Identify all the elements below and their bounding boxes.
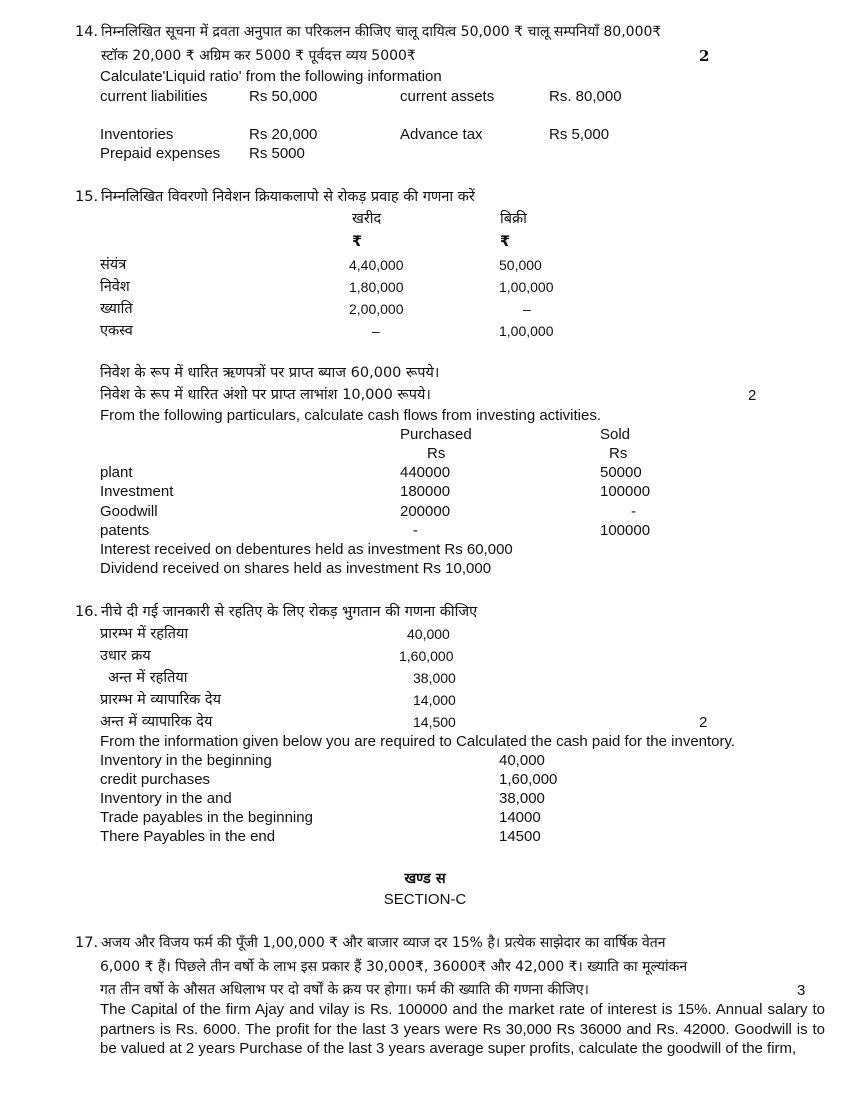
q16-en-row-value: 40,000 xyxy=(499,752,545,769)
q15-en-row-label: Goodwill xyxy=(100,503,158,520)
q15-hindi-note-1: निवेश के रूप में धारित ऋणपत्रों पर प्राप्त ब्याज 60,000 रूपये। xyxy=(100,365,440,381)
q15-hi-currency-purchased: ₹ xyxy=(352,234,363,250)
q14-hindi-line-2: स्टॉक 20,000 ₹ अग्रिम कर 5000 ₹ पूर्वदत्त व्यय 5000₹ xyxy=(101,48,416,64)
q15-english-title: From the following particulars, calculate cash flows from investing activities. xyxy=(100,407,602,424)
q15-english-note-2: Dividend received on shares held as investment Rs 10,000 xyxy=(100,560,492,577)
q16-hi-row-label: प्रारम्भ मे व्यापारिक देय xyxy=(100,692,222,708)
section-heading-hindi: खण्ड स xyxy=(404,871,446,887)
q15-hi-row-label: संयंत्र xyxy=(100,257,127,273)
q15-hi-row-sold: 1,00,000 xyxy=(499,323,554,339)
q15-hi-row-sold: – xyxy=(523,301,531,317)
q16-en-row-label: Trade payables in the beginning xyxy=(100,809,313,826)
q14-number: 14. xyxy=(75,24,99,40)
q14-value-current-liabilities: Rs 50,000 xyxy=(249,88,318,105)
q16-english-title: From the information given below you are required to Calculated the cash paid for the inventory. xyxy=(100,733,736,750)
q16-en-row-value: 38,000 xyxy=(499,790,545,807)
q15-en-row-label: Investment xyxy=(100,483,174,500)
q16-hi-row-value: 14,000 xyxy=(413,692,456,708)
q15-hindi-note-2: निवेश के रूप में धारित अंशो पर प्राप्त लाभांश 10,000 रूपये। xyxy=(100,387,431,403)
q15-hi-row-label: एकस्व xyxy=(100,323,133,339)
q15-number: 15. xyxy=(75,189,99,205)
q15-hi-row-label: ख्याति xyxy=(100,301,133,317)
q16-en-row-label: Inventory in the and xyxy=(100,790,232,807)
q15-hi-row-purchased: – xyxy=(372,323,380,339)
q16-en-row-label: credit purchases xyxy=(100,771,211,788)
q14-label-current-assets: current assets xyxy=(400,88,495,105)
q15-en-unit-sold: Rs xyxy=(609,445,628,462)
q15-en-row-sold: 100000 xyxy=(600,522,651,539)
q14-value-prepaid-expenses: Rs 5000 xyxy=(249,145,305,162)
q17-number: 17. xyxy=(75,935,99,951)
q15-hi-header-purchased: खरीद xyxy=(352,211,382,227)
q14-english-title: Calculate'Liquid ratio' from the following information xyxy=(100,68,442,85)
q15-hi-row-purchased: 4,40,000 xyxy=(349,257,404,273)
q16-en-row-value: 14500 xyxy=(499,828,541,845)
q16-hi-row-value: 14,500 xyxy=(413,714,456,730)
q15-en-row-purchased: - xyxy=(413,522,418,539)
q14-label-inventories: Inventories xyxy=(100,126,174,143)
q14-marks: 2 xyxy=(699,47,710,65)
q17-hindi-line-2: 6,000 ₹ हैं। पिछले तीन वर्षो के लाभ इस प्रकार हैं 30,000₹, 36000₹ और 42,000 ₹। ख्याति का मूल्यांकन xyxy=(100,959,688,975)
q16-hi-row-value: 40,000 xyxy=(407,626,450,642)
q15-hi-header-sold: बिक्री xyxy=(500,211,527,227)
q17-english-text: The Capital of the firm Ajay and vilay is Rs. 100000 and the market rate of interest is 15%. Annual salary to partners is Rs. 6000. The profit for the last 3 years were Rs 30,000 Rs 36000 and Rs. 42000. Goodwill is to be valued at 2 years Purchase of the last 3 years average super profits, calculate the goodwill of the firm, xyxy=(100,1001,825,1057)
q14-value-inventories: Rs 20,000 xyxy=(249,126,318,143)
q15-hi-row-label: निवेश xyxy=(100,279,130,295)
q15-en-row-sold: 100000 xyxy=(600,483,651,500)
section-heading-english: SECTION-C xyxy=(383,891,467,908)
q16-number: 16. xyxy=(75,604,99,620)
q16-en-row-value: 1,60,000 xyxy=(499,771,558,788)
q15-en-row-label: patents xyxy=(100,522,150,539)
q16-hi-row-value: 1,60,000 xyxy=(399,648,454,664)
q16-hi-row-label: प्रारम्भ में रहतिया xyxy=(100,626,189,642)
q16-hi-row-label: अन्त में रहतिया xyxy=(108,670,188,686)
q15-hi-row-purchased: 1,80,000 xyxy=(349,279,404,295)
q16-hi-row-label: अन्त में व्यापारिक देय xyxy=(100,714,213,730)
q16-hindi-title: नीचे दी गई जानकारी से रहतिए के लिए रोकड़ भुगतान की गणना कीजिए xyxy=(101,604,478,620)
q14-label-advance-tax: Advance tax xyxy=(400,126,483,143)
q15-english-note-1: Interest received on debentures held as investment Rs 60,000 xyxy=(100,541,513,558)
q14-value-current-assets: Rs. 80,000 xyxy=(549,88,622,105)
q16-en-row-value: 14000 xyxy=(499,809,541,826)
q14-label-current-liabilities: current liabilities xyxy=(100,88,208,105)
q14-hindi-line-1: निम्नलिखित सूचना में द्रवता अनुपात का परिकलन कीजिए चालू दायित्व 50,000 ₹ चालू सम्पनियाँ 80,000₹ xyxy=(101,24,662,40)
q15-en-row-sold: - xyxy=(631,503,636,520)
q15-en-unit-purchased: Rs xyxy=(427,445,446,462)
q16-hi-row-value: 38,000 xyxy=(413,670,456,686)
q15-marks: 2 xyxy=(748,387,757,404)
q17-marks: 3 xyxy=(797,982,806,999)
q15-en-header-purchased: Purchased xyxy=(400,426,472,443)
q16-en-row-label: Inventory in the beginning xyxy=(100,752,272,769)
q16-en-row-label: There Payables in the end xyxy=(100,828,276,845)
q15-hi-currency-sold: ₹ xyxy=(500,234,511,250)
q15-en-row-label: plant xyxy=(100,464,133,481)
q15-hi-row-sold: 50,000 xyxy=(499,257,542,273)
q14-label-prepaid-expenses: Prepaid expenses xyxy=(100,145,221,162)
q15-en-header-sold: Sold xyxy=(600,426,631,443)
q15-hindi-title: निम्नलिखित विवरणो निवेशन क्रियाकलापो से रोकड़ प्रवाह की गणना करें xyxy=(101,189,475,205)
q17-hindi-line-1: अजय और विजय फर्म की पूँजी 1,00,000 ₹ और बाजार व्याज दर 15% है। प्रत्येक साझेदार का वार्षिक वेतन xyxy=(101,935,666,951)
q14-value-advance-tax: Rs 5,000 xyxy=(549,126,610,143)
q16-marks: 2 xyxy=(699,714,708,731)
q15-en-row-sold: 50000 xyxy=(600,464,642,481)
q16-hi-row-label: उधार क्रय xyxy=(100,648,151,664)
q15-hi-row-sold: 1,00,000 xyxy=(499,279,554,295)
q17-hindi-line-3: गत तीन वर्षो के औसत अधिलाभ पर दो वर्षों के क्रय पर होगा। फर्म की ख्याति की गणना कीजिए। xyxy=(100,982,589,998)
q15-en-row-purchased: 180000 xyxy=(400,483,451,500)
q15-hi-row-purchased: 2,00,000 xyxy=(349,301,404,317)
q15-en-row-purchased: 440000 xyxy=(400,464,451,481)
q15-en-row-purchased: 200000 xyxy=(400,503,451,520)
